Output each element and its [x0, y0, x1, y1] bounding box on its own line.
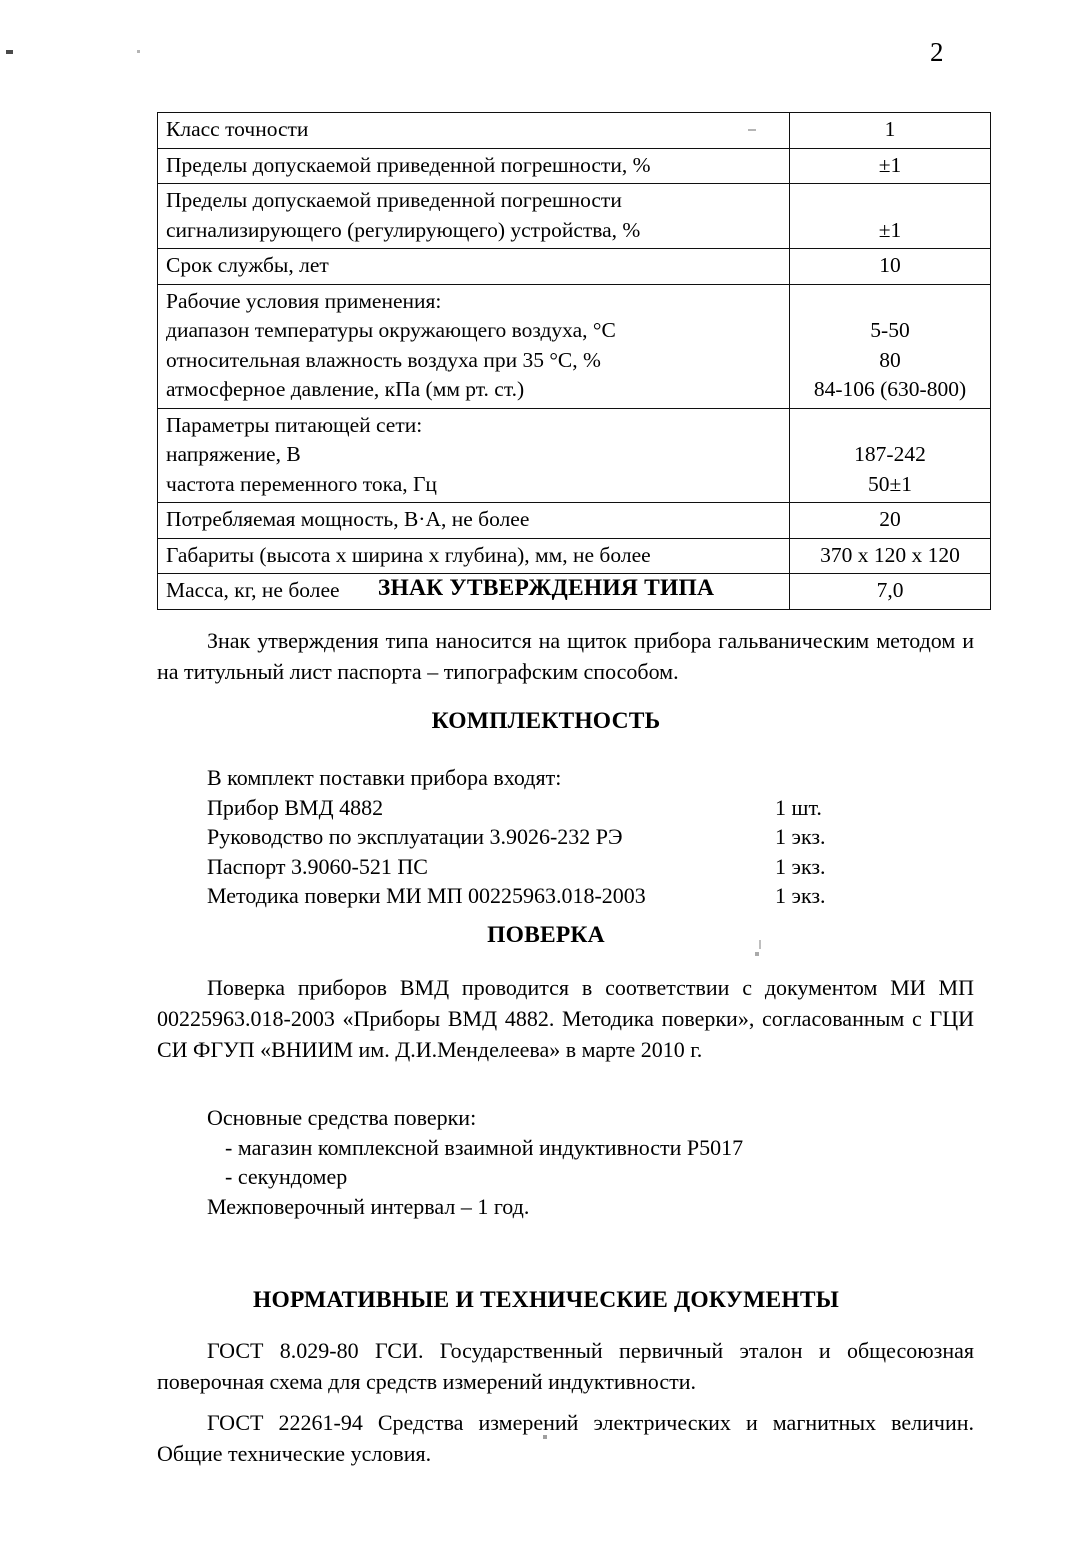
value-line: 370 х 120 х 120: [820, 542, 960, 567]
list-item-label: Методика поверки МИ МП 00225963.018-2003: [207, 883, 646, 908]
param-line: Срок службы, лет: [166, 253, 329, 277]
table-cell-parameter: [158, 503, 790, 539]
section-heading-verification: ПОВЕРКА: [487, 922, 605, 948]
table-cell-parameter: [158, 249, 790, 285]
table-row: [158, 184, 991, 249]
param-line: напряжение, В: [166, 442, 301, 466]
param-line: Параметры питающей сети:: [166, 412, 423, 437]
value-line: 84-106 (630-800): [813, 377, 967, 401]
param-line: Пределы допускаемой приведенной погрешности: [166, 188, 622, 212]
list-item-quantity: 1 экз.: [775, 824, 826, 849]
page-number: 2: [930, 37, 944, 67]
list-item-label: Прибор ВМД 4882: [207, 794, 384, 820]
value-line: 20: [879, 507, 901, 531]
param-line: Пределы допускаемой приведенной погрешности, %: [166, 152, 651, 177]
paragraph-mark-approval: [157, 625, 974, 687]
paragraph-text: Поверка приборов ВМД проводится в соответствии с документом МИ МП 00225963.018-2003 «Приборы ВМД 4882. Методика поверки», согласованным с ГЦИ СИ ФГУП «ВНИИМ им. Д.И.Менделеева» в марте 2010 г.: [157, 975, 974, 1062]
scan-artifact-icon: [755, 952, 759, 956]
table-cell-parameter: [158, 408, 790, 503]
list-item: [207, 881, 977, 911]
list-item-quantity: 1 экз.: [775, 883, 826, 908]
list-item: [207, 852, 977, 882]
param-line: Масса, кг, не более: [166, 578, 340, 602]
value-line: ±1: [878, 217, 902, 242]
verification-means-list: [207, 1103, 977, 1221]
value-line: 50±1: [867, 471, 913, 496]
table-cell-parameter: [158, 184, 790, 249]
paragraph-text: ГОСТ 22261-94 Средства измерений электрических и магнитных величин. Общие технические условия.: [157, 1410, 974, 1466]
table-row: [158, 408, 991, 503]
param-line: Габариты (высота х ширина х глубина), мм, не более: [166, 542, 651, 567]
param-line: Рабочие условия применения:: [166, 288, 442, 313]
param-line: относительная влажность воздуха при 35 °С, %: [166, 347, 601, 372]
list-item-label: Руководство по эксплуатации 3.9026-232 РЭ: [207, 824, 623, 849]
table-cell-value: [790, 408, 991, 503]
list-item: - магазин комплексной взаимной индуктивности Р5017: [225, 1134, 744, 1160]
table-cell-value: [790, 249, 991, 285]
table-cell-value: [790, 148, 991, 184]
paragraph-text: Знак утверждения типа наносится на щиток прибора гальваническим методом и на титульный лист паспорта – типографским способом.: [157, 628, 974, 684]
table-cell-value: [790, 503, 991, 539]
table-cell-value: [790, 184, 991, 249]
table-row: [158, 284, 991, 408]
scan-artifact-icon: [6, 50, 13, 54]
list-item-quantity: 1 экз.: [775, 853, 826, 879]
list-item-label: Паспорт 3.9060-521 ПС: [207, 853, 428, 879]
paragraph-normative-gost-1: [157, 1335, 974, 1397]
table-cell-parameter: [158, 538, 790, 574]
paragraph-text: ГОСТ 8.029-80 ГСИ. Государственный первичный эталон и общесоюзная поверочная схема для средств измерений индуктивности.: [157, 1338, 974, 1394]
paragraph-verification: [157, 972, 974, 1065]
value-line: ±1: [878, 152, 902, 177]
table-cell-value: [790, 538, 991, 574]
param-line: Класс точности: [166, 117, 309, 141]
table-row: [158, 538, 991, 574]
list-item: - секундомер: [225, 1164, 348, 1189]
table-cell-value: [790, 284, 991, 408]
value-line: 10: [879, 253, 901, 277]
section-heading-completeness: КОМПЛЕКТНОСТЬ: [431, 708, 661, 734]
value-line: 5-50: [870, 318, 910, 342]
specification-table: [157, 112, 991, 610]
value-line: 80: [879, 347, 901, 372]
table-cell-value: [790, 113, 991, 149]
verification-interval: Межповерочный интервал – 1 год.: [207, 1193, 530, 1219]
completeness-intro: В комплект поставки прибора входят:: [207, 765, 562, 790]
table-cell-parameter: [158, 284, 790, 408]
verification-means-title: Основные средства поверки:: [207, 1105, 477, 1130]
value-line: 7,0: [876, 578, 904, 602]
param-line: атмосферное давление, кПа (мм рт. ст.): [166, 377, 525, 401]
list-item: [207, 822, 977, 852]
value-line: 1: [884, 117, 896, 141]
section-heading-normative: НОРМАТИВНЫЕ И ТЕХНИЧЕСКИЕ ДОКУМЕНТЫ: [252, 1287, 840, 1313]
table-row: [158, 113, 991, 149]
param-line: частота переменного тока, Гц: [166, 471, 437, 496]
scan-artifact-icon: [137, 50, 140, 53]
table-cell-parameter: [158, 113, 790, 149]
param-line: Потребляемая мощность, В·А, не более: [166, 507, 530, 531]
specification-table-body: [158, 113, 991, 610]
table-row: [158, 503, 991, 539]
param-line: сигнализирующего (регулирующего) устройства, %: [166, 217, 641, 242]
paragraph-normative-gost-2: [157, 1407, 974, 1469]
value-line: 187-242: [854, 442, 926, 466]
param-line: диапазон температуры окружающего воздуха, °С: [166, 318, 616, 342]
section-heading-mark-approval: ЗНАК УТВЕРЖДЕНИЯ ТИПА: [377, 575, 715, 601]
list-item-quantity: 1 шт.: [775, 794, 822, 820]
table-row: [158, 249, 991, 285]
table-row: [158, 148, 991, 184]
completeness-list: [207, 763, 977, 911]
list-item: [207, 793, 977, 823]
table-cell-parameter: [158, 148, 790, 184]
